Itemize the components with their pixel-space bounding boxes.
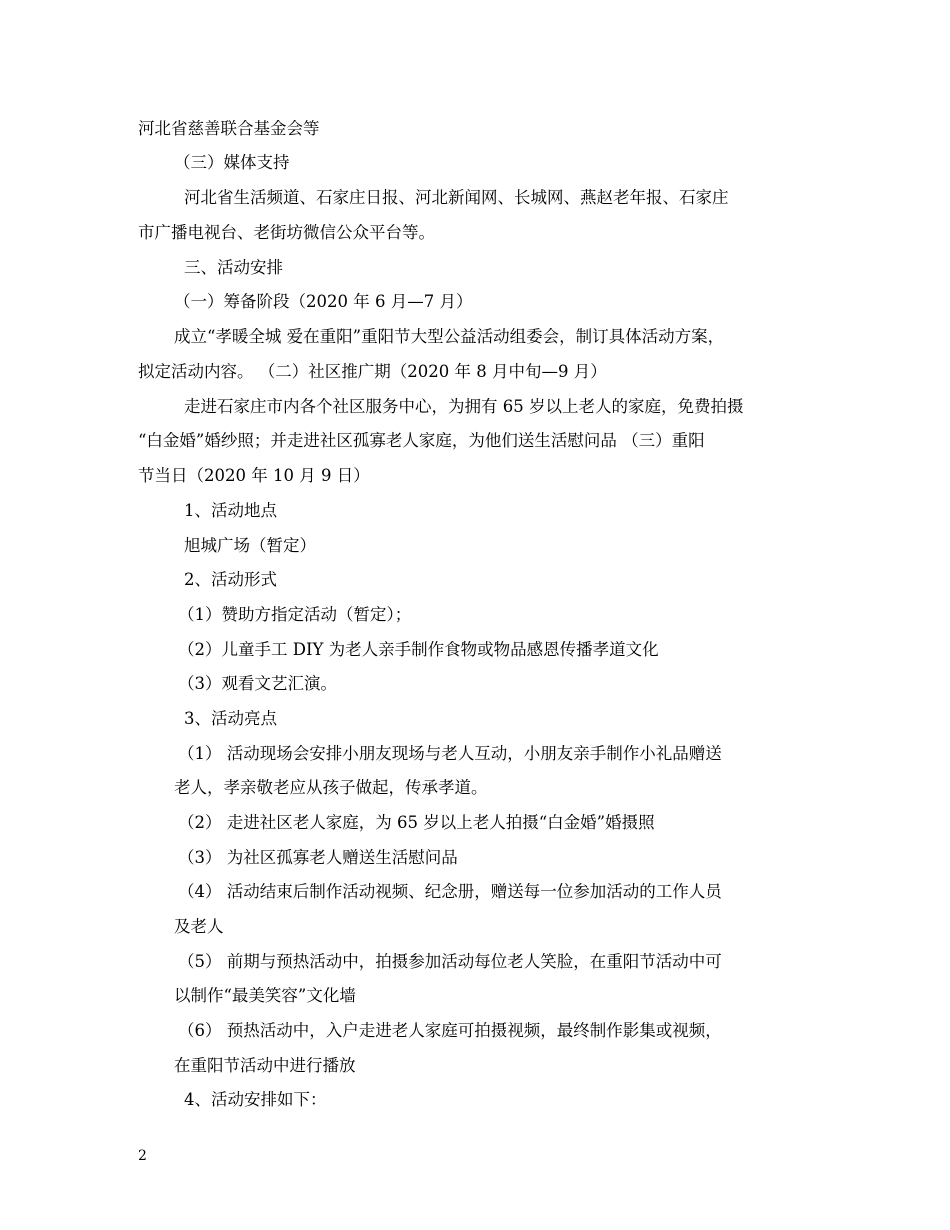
list-heading: 1、活动地点 [184,501,277,520]
list-item: （5） 前期与预热活动中，拍摄参加活动每位老人笑脸，在重阳节活动中可 [178,952,722,971]
body-line: 旭城广场（暂定） [184,536,316,555]
list-heading: 4、活动安排如下： [184,1090,327,1109]
list-item-continued: 老人，孝亲敬老应从孩子做起，传承孝道。 [174,778,488,797]
body-line: 成立“孝暖全城 爱在重阳”重阳节大型公益活动组委会，制订具体活动方案， [174,327,725,346]
list-item: （4） 活动结束后制作活动视频、纪念册，赠送每一位参加活动的工作人员 [178,882,722,901]
section-heading: 三、活动安排 [184,258,283,277]
list-item: （1） 活动现场会安排小朋友现场与老人互动，小朋友亲手制作小礼品赠送 [178,744,722,763]
section-heading: （三）媒体支持 [174,153,290,172]
list-item-continued: 以制作“最美笑容”文化墙 [174,986,356,1005]
list-item: （3）观看文艺汇演。 [178,674,337,693]
list-item: （2） 走进社区老人家庭，为 65 岁以上老人拍摄“白金婚”婚摄照 [178,813,655,832]
list-item-continued: 在重阳节活动中进行播放 [174,1056,356,1075]
body-line: 拟定活动内容。 （二）社区推广期（2020 年 8 月中旬—9 月） [138,362,607,381]
list-item-continued: 及老人 [174,917,224,936]
list-item: （1）赞助方指定活动（暂定）； [178,605,412,624]
section-heading: （一）筹备阶段（2020 年 6 月—7 月） [174,292,473,311]
body-line: 走进石家庄市内各个社区服务中心，为拥有 65 岁以上老人的家庭，免费拍摄 [184,397,744,416]
body-line: 节当日（2020 年 10 月 9 日） [138,466,370,485]
page-number: 2 [138,1148,147,1164]
list-item: （2）儿童手工 DIY 为老人亲手制作食物或物品感恩传播孝道文化 [178,640,659,659]
body-line: 河北省生活频道、石家庄日报、河北新闻网、长城网、燕赵老年报、石家庄 [184,188,729,207]
body-line: 市广播电视台、老街坊微信公众平台等。 [138,223,435,242]
body-line: 河北省慈善联合基金会等 [138,119,320,138]
list-item: （6） 预热活动中，入户走进老人家庭可拍摄视频，最终制作影集或视频， [178,1021,722,1040]
body-line: “白金婚”婚纱照；并走进社区孤寡老人家庭，为他们送生活慰问品 （三）重阳 [138,431,705,450]
list-heading: 2、活动形式 [184,570,277,589]
list-item: （3） 为社区孤寡老人赠送生活慰问品 [178,848,458,867]
list-heading: 3、活动亮点 [184,709,277,728]
